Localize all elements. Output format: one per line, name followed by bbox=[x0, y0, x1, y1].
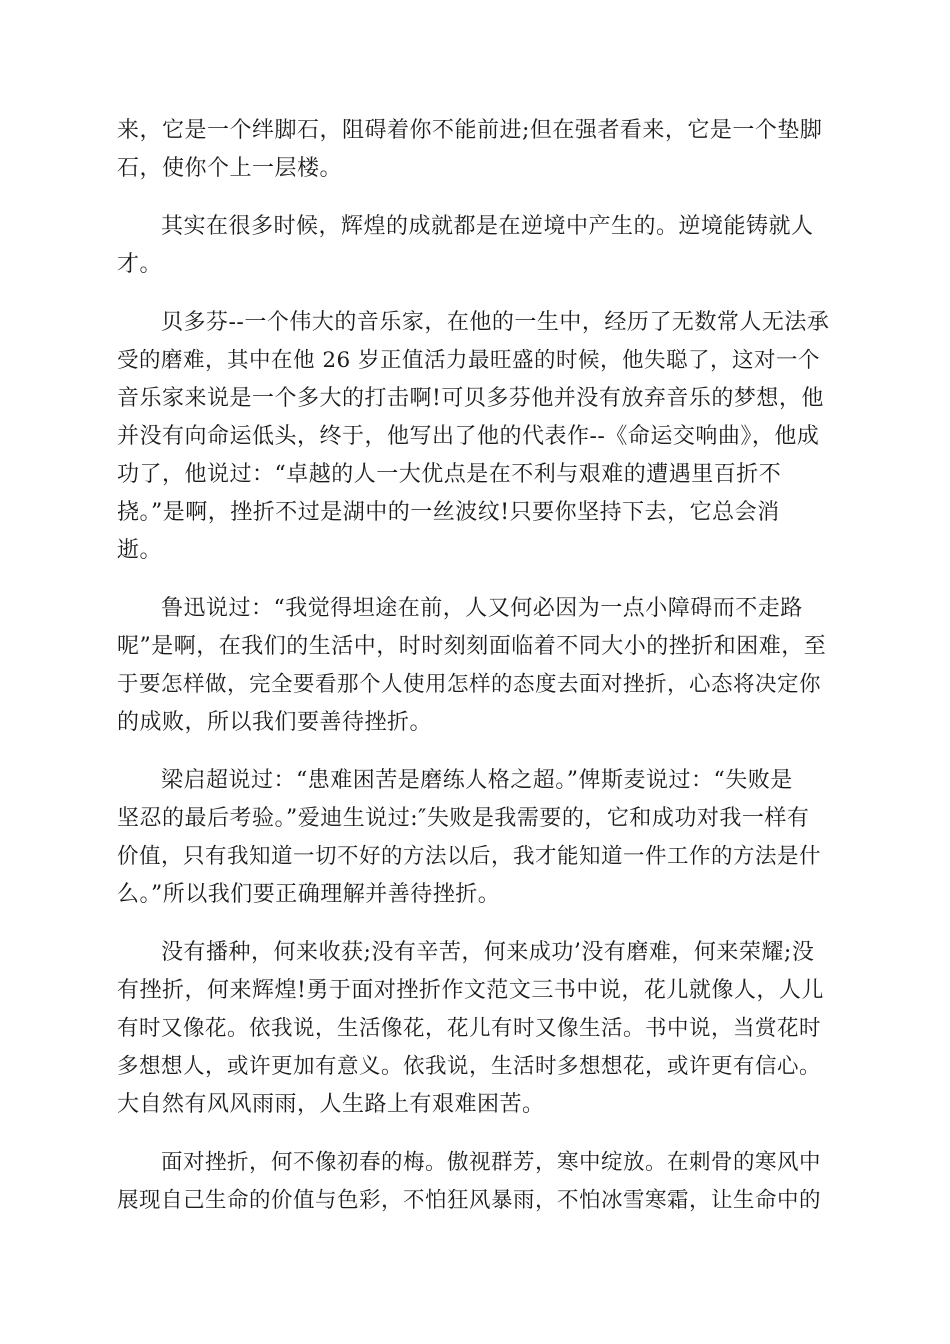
text-line: 来，它是一个绊脚石，阻碍着你不能前进;但在强者看来，它是一个垫脚 bbox=[117, 118, 823, 143]
text-line: 的成败，所以我们要善待挫折。 bbox=[117, 710, 433, 735]
text-line: 于要怎样做，完全要看那个人使用怎样的态度去面对挫折，心态将决定你 bbox=[117, 672, 822, 697]
document-body bbox=[117, 112, 835, 1240]
paragraph-3 bbox=[117, 304, 835, 570]
paragraph-6 bbox=[117, 934, 835, 1124]
text-line: 音乐家来说是一个多大的打击啊!可贝多芬他并没有放弃音乐的梦想，他 bbox=[117, 386, 824, 411]
paragraph-2 bbox=[117, 208, 835, 284]
paragraph-7 bbox=[117, 1144, 835, 1220]
text-line: 才。 bbox=[117, 252, 163, 277]
text-line: 其实在很多时候，辉煌的成就都是在逆境中产生的。逆境能铸就人 bbox=[161, 214, 814, 239]
paragraph-4 bbox=[117, 590, 835, 742]
text-line: 有挫折，何来辉煌!勇于面对挫折作文范文三书中说，花儿就像人，人儿 bbox=[117, 978, 824, 1003]
text-line: 多想想人，或许更加有意义。依我说，生活时多想想花，或许更有信心。 bbox=[117, 1054, 822, 1079]
text-line: 价值，只有我知道一切不好的方法以后，我才能知道一件工作的方法是什 bbox=[117, 844, 822, 869]
text-line: 石，使你个上一层楼。 bbox=[117, 156, 343, 181]
text-line: 挠。”是啊，挫折不过是湖中的一丝波纹!只要你坚持下去，它总会消 bbox=[117, 500, 780, 525]
text-line: 梁启超说过：“患难困苦是磨练人格之超。”俾斯麦说过：“失败是 bbox=[161, 768, 793, 793]
text-line: 功了，他说过：“卓越的人一大优点是在不利与艰难的遭遇里百折不 bbox=[117, 462, 782, 487]
text-line: 受的磨难，其中在他 26 岁正值活力最旺盛的时候，他失聪了，这对一个 bbox=[117, 348, 821, 373]
text-line: 坚忍的最后考验。”爱迪生说过:″失败是我需要的，它和成功对我一样有 bbox=[117, 806, 810, 831]
text-line: 没有播种，何来收获;没有辛苦，何来成功’没有磨难，何来荣耀;没 bbox=[161, 940, 815, 965]
text-line: 逝。 bbox=[117, 538, 163, 563]
text-line: 么。”所以我们要正确理解并善待挫折。 bbox=[117, 882, 501, 907]
text-line: 有时又像花。依我说，生活像花，花儿有时又像生活。书中说，当赏花时 bbox=[117, 1016, 822, 1041]
text-line: 面对挫折，何不像初春的梅。傲视群芳，寒中绽放。在刺骨的寒风中 bbox=[161, 1150, 822, 1175]
text-line: 贝多芬--一个伟大的音乐家，在他的一生中，经历了无数常人无法承 bbox=[161, 310, 830, 335]
paragraph-1 bbox=[117, 112, 835, 188]
text-line: 呢”是啊，在我们的生活中，时时刻刻面临着不同大小的挫折和困难，至 bbox=[117, 634, 827, 659]
paragraph-5 bbox=[117, 762, 835, 914]
text-line: 大自然有风风雨雨，人生路上有艰难困苦。 bbox=[117, 1092, 545, 1117]
text-line: 并没有向命运低头，终于，他写出了他的代表作--《命运交响曲》，他成 bbox=[117, 424, 820, 449]
text-line: 鲁迅说过：“我觉得坦途在前，人又何必因为一点小障碍而不走路 bbox=[161, 596, 803, 621]
text-line: 展现自己生命的价值与色彩，不怕狂风暴雨，不怕冰雪寒霜，让生命中的 bbox=[117, 1188, 822, 1213]
